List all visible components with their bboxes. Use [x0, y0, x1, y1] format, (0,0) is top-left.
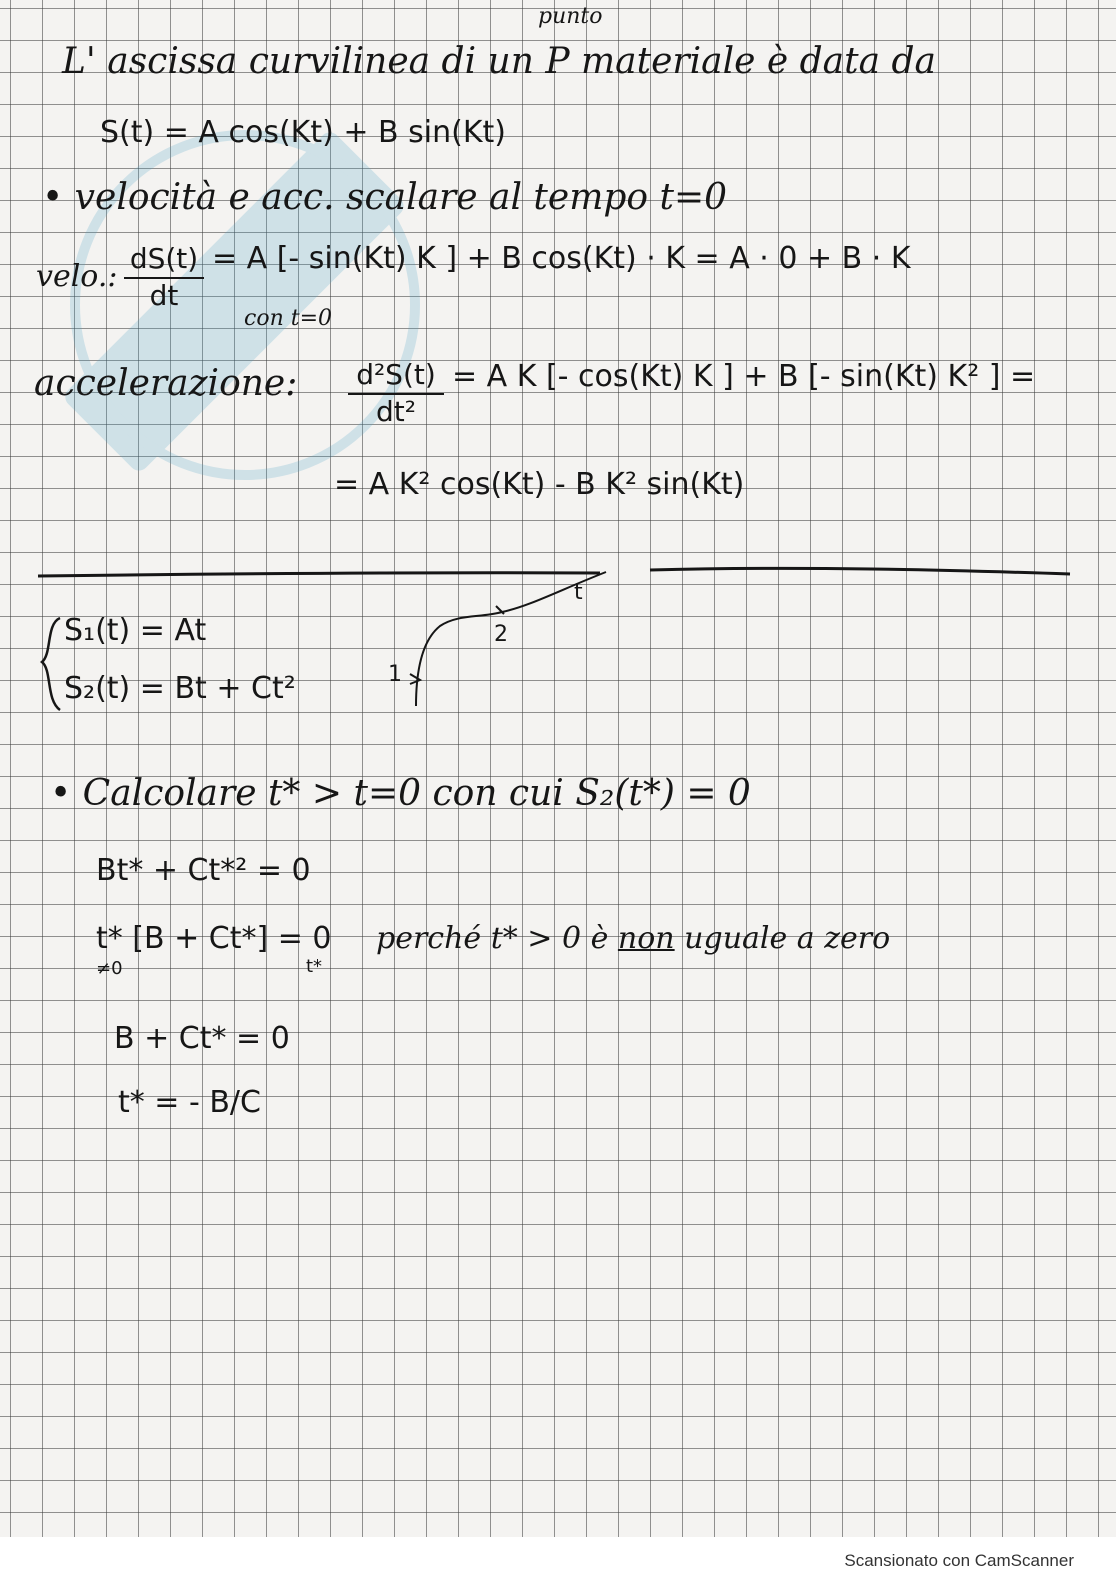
reason-text: perché t* > 0 è: [376, 921, 609, 956]
reason-emphasis: non: [617, 921, 675, 956]
velocity-expression: = A [- sin(Kt) K ] + B cos(Kt) · K = A · 0 + B · K: [212, 241, 911, 276]
annotation-punto: punto: [538, 4, 603, 29]
velocity-derivative-fraction: [124, 244, 204, 312]
formula-position: S(t) = A cos(Kt) + B sin(Kt): [100, 115, 506, 150]
task-calculate-t-star: • Calcolare t* > t=0 con cui S₂(t*) = 0: [50, 773, 751, 814]
acceleration-denominator: dt²: [376, 394, 416, 428]
velocity-condition: con t=0: [244, 306, 332, 331]
scanner-footer: Scansionato con CamScanner: [840, 1549, 1078, 1573]
acceleration-expression: = A K [- cos(Kt) K ] + B [- sin(Kt) K² ] =: [452, 359, 1036, 394]
step-equation-1: Bt* + Ct*² = 0: [96, 853, 311, 888]
acceleration-result: = A K² cos(Kt) - B K² sin(Kt): [334, 467, 745, 502]
sketch-point-t: t: [574, 580, 583, 605]
sketch-point-1: 1: [388, 662, 402, 687]
watermark-seal: [30, 90, 460, 520]
step-factor-nonzero: ≠0: [96, 958, 123, 979]
step-equation-3: B + Ct* = 0: [114, 1021, 290, 1056]
velocity-label: velo.:: [36, 259, 118, 294]
velocity-denominator: dt: [149, 278, 179, 312]
system-s2: S₂(t) = Bt + Ct²: [64, 671, 296, 706]
step-factorized: t* [B + Ct*] = 0: [96, 921, 332, 956]
step-solution: t* = - B/C: [118, 1085, 261, 1120]
velocity-numerator: dS(t): [129, 242, 199, 275]
task-velocity-acceleration: • velocità e acc. scalare al tempo t=0: [42, 177, 728, 218]
acceleration-derivative-fraction: [348, 360, 444, 428]
acceleration-numerator: d²S(t): [356, 358, 436, 391]
sketch-point-2: 2: [494, 622, 508, 647]
system-s1: S₁(t) = At: [64, 613, 207, 648]
step-divisor: t*: [306, 956, 323, 977]
system-brace: [36, 614, 66, 714]
acceleration-label: accelerazione:: [34, 363, 298, 404]
reason-text-end: uguale a zero: [684, 921, 891, 956]
step-reason: [376, 921, 891, 956]
intro-line: L' ascissa curvilinea di un P materiale è data da: [62, 41, 936, 82]
